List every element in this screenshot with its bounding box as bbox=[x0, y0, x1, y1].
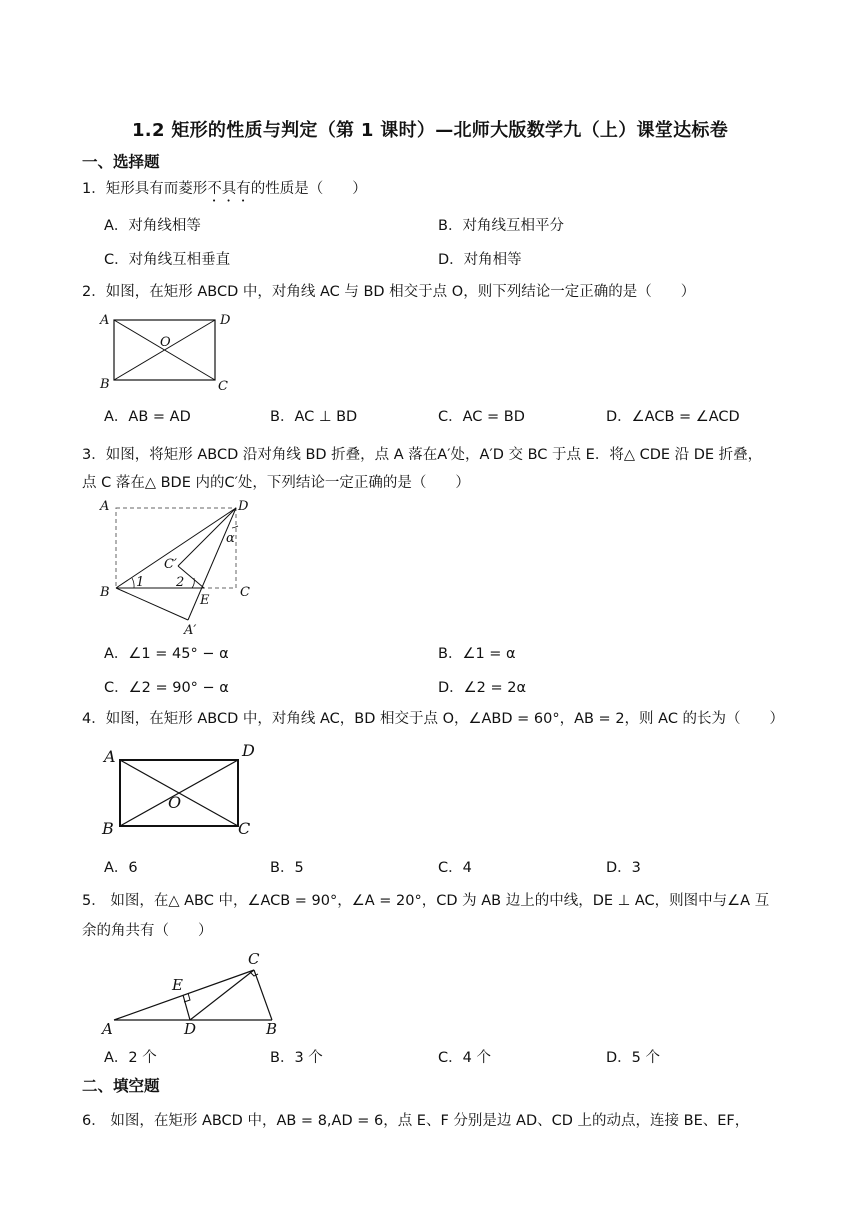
q3-option-b: B．∠1 = α bbox=[438, 646, 516, 662]
q3-option-c: C．∠2 = 90° − α bbox=[104, 680, 229, 696]
q2-label-a: A bbox=[100, 313, 110, 328]
section-fill: 二、填空题 bbox=[82, 1077, 160, 1095]
q5-option-a: A．2 个 bbox=[104, 1050, 157, 1066]
q5-label-b: B bbox=[266, 1020, 278, 1038]
q5-label-a: A bbox=[102, 1020, 113, 1038]
question-6: 6． 如图，在矩形 ABCD 中，AB = 8,AD = 6，点 E、F 分别是边 AD、CD 上的动点，连接 BE、EF， bbox=[82, 1113, 750, 1129]
q3-label-angle-2: 2 bbox=[176, 575, 185, 590]
q1-option-c: C．对角线互相垂直 bbox=[104, 252, 231, 268]
q3-label-c-prime: C′ bbox=[164, 557, 177, 572]
question-3-line-1: 3．如图，将矩形 ABCD 沿对角线 BD 折叠，点 A 落在A′处，A′D 交 BC 于点 E．将△ CDE 沿 DE 折叠， bbox=[82, 447, 763, 463]
question-5-line-1: 5． 如图，在△ ABC 中，∠ACB = 90°，∠A = 20°，CD 为 AB 边上的中线，DE ⊥ AC，则图中与∠A 互 bbox=[82, 893, 770, 909]
q3-option-a: A．∠1 = 45° − α bbox=[104, 646, 229, 662]
q1-emphasis: 不具有 bbox=[207, 181, 251, 197]
q4-label-d: D bbox=[242, 741, 255, 760]
q1-text-a: 1．矩形具有而菱形 bbox=[82, 181, 208, 197]
question-5-line-2: 余的角共有（ ） bbox=[82, 923, 213, 939]
q2-label-o: O bbox=[160, 335, 171, 350]
q2-label-d: D bbox=[220, 313, 231, 328]
q3-label-b: B bbox=[100, 585, 110, 600]
q1-option-b: B．对角线互相平分 bbox=[438, 218, 564, 234]
question-3-line-2: 点 C 落在△ BDE 内的C′处，下列结论一定正确的是（ ） bbox=[82, 475, 470, 491]
q1-option-d: D．对角相等 bbox=[438, 252, 522, 268]
q5-label-d: D bbox=[184, 1020, 197, 1038]
section-choice: 一、选择题 bbox=[82, 153, 160, 171]
q3-option-d: D．∠2 = 2α bbox=[438, 680, 527, 696]
q4-label-a: A bbox=[104, 747, 116, 766]
q2-figure bbox=[98, 310, 238, 394]
question-1 bbox=[82, 174, 782, 205]
q4-figure bbox=[98, 740, 268, 840]
q2-option-a: A．AB = AD bbox=[104, 409, 191, 425]
q1-text-b: 的性质是（ ） bbox=[250, 181, 367, 197]
q3-label-c: C bbox=[240, 585, 250, 600]
q3-label-a: A bbox=[100, 499, 110, 514]
q2-option-b: B．AC ⊥ BD bbox=[270, 409, 358, 425]
q1-option-a: A．对角线相等 bbox=[104, 218, 201, 234]
q4-label-b: B bbox=[102, 819, 114, 838]
q2-label-c: C bbox=[218, 379, 228, 394]
q3-label-a-prime: A′ bbox=[184, 623, 197, 638]
q3-figure bbox=[98, 498, 268, 638]
q5-label-e: E bbox=[172, 976, 183, 994]
q4-option-b: B．5 bbox=[270, 860, 304, 876]
q2-label-b: B bbox=[100, 377, 110, 392]
question-2: 2．如图，在矩形 ABCD 中，对角线 AC 与 BD 相交于点 O，则下列结论一定正确的是（ ） bbox=[82, 284, 696, 300]
q2-option-d: D．∠ACB = ∠ACD bbox=[606, 409, 740, 425]
q3-label-alpha: α bbox=[226, 531, 235, 546]
q3-label-angle-1: 1 bbox=[136, 575, 145, 590]
q3-label-e: E bbox=[200, 593, 210, 608]
q5-option-d: D．5 个 bbox=[606, 1050, 660, 1066]
q3-label-d: D bbox=[238, 499, 249, 514]
q4-option-c: C．4 bbox=[438, 860, 472, 876]
page-title: 1.2 矩形的性质与判定（第 1 课时）—北师大版数学九（上）课堂达标卷 bbox=[131, 120, 728, 141]
q4-option-a: A．6 bbox=[104, 860, 138, 876]
question-4: 4．如图，在矩形 ABCD 中，对角线 AC，BD 相交于点 O，∠ABD = 60°，AB = 2，则 AC 的长为（ ） bbox=[82, 711, 785, 727]
q5-figure bbox=[98, 950, 298, 1040]
q4-option-d: D．3 bbox=[606, 860, 641, 876]
q5-option-b: B．3 个 bbox=[270, 1050, 323, 1066]
q5-option-c: C．4 个 bbox=[438, 1050, 491, 1066]
q4-label-c: C bbox=[238, 819, 251, 838]
q5-label-c: C bbox=[248, 950, 260, 968]
q2-option-c: C．AC = BD bbox=[438, 409, 525, 425]
q4-label-o: O bbox=[168, 793, 182, 812]
